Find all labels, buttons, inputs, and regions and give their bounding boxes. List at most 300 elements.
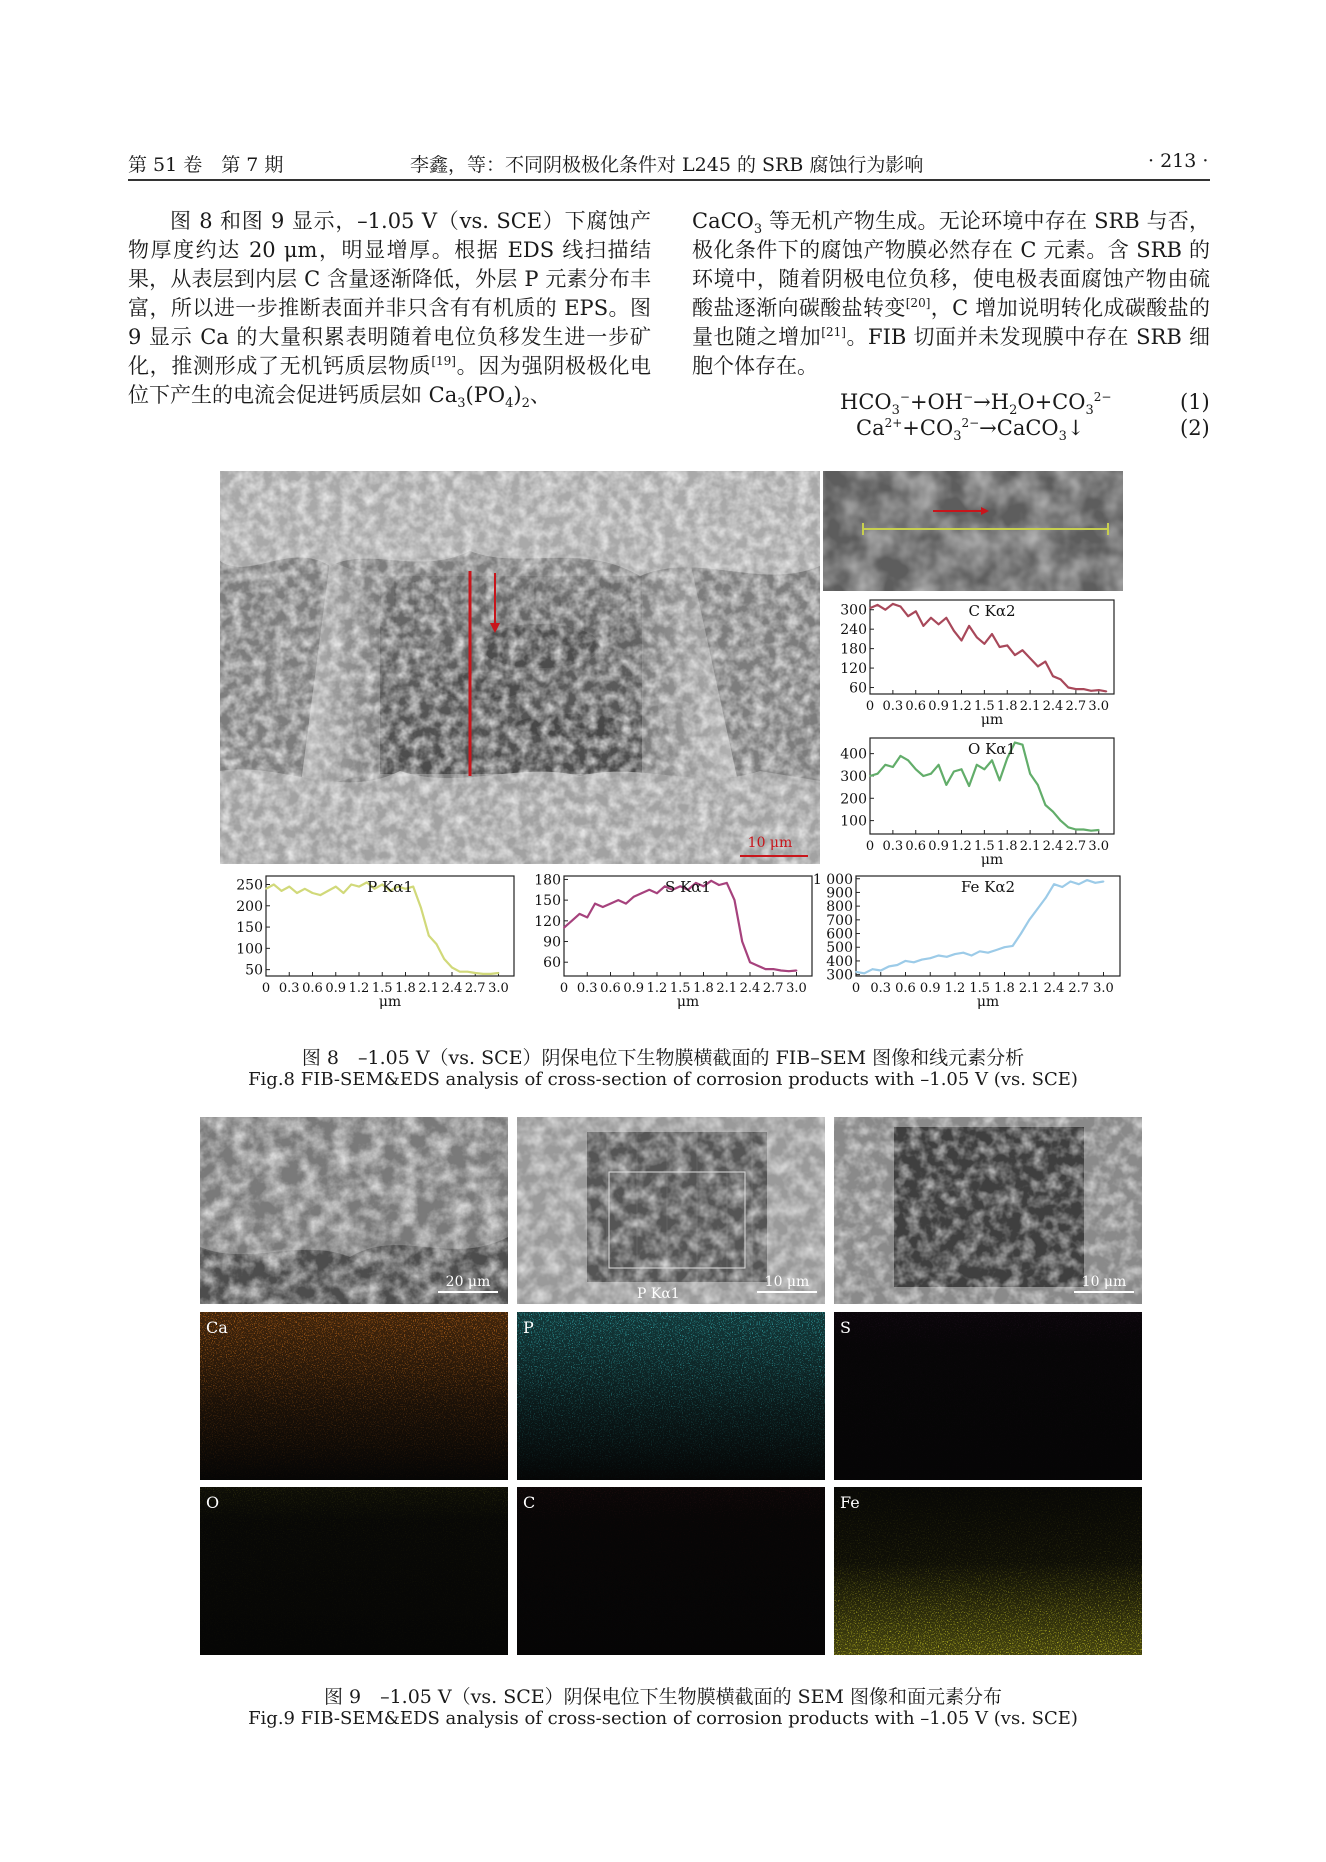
x-tick-label: 2.1 [418,981,440,996]
data-point [1053,883,1055,885]
x-tick-label: 1.8 [693,981,714,996]
article-running-title: 李鑫，等：不同阴极极化条件对 L245 的 SRB 腐蚀行为影响 [410,154,924,176]
left-text-2: 。因为强阴极极化电位下产生的电流会促进钙质层如 Ca [128,354,652,407]
data-point [436,943,438,945]
running-header [0,0,1326,190]
data-point [922,775,924,777]
y-tick-label: 100 [840,813,867,830]
data-point [1086,879,1088,881]
y-tick-label: 150 [534,893,561,910]
map-element-label: Fe [840,1493,860,1512]
left-sub: 4 [505,396,514,412]
x-tick-label: 0 [865,699,875,714]
data-point [312,892,314,894]
x-tick-label: 2.7 [464,981,486,996]
x-tick-label: 2.4 [1042,699,1064,714]
x-tick-label: 3.0 [786,981,807,996]
data-point [1029,657,1031,659]
data-point [1037,666,1039,668]
chart-title: S Kα1 [665,878,711,896]
x-tick-label: 0.3 [882,839,904,854]
map-dots [517,1487,825,1655]
x-tick-label: 0.3 [278,981,300,996]
scale-bar-label: 10 μm [747,835,793,851]
scale-bar-label: 20 μm [445,1274,491,1290]
line-profile-fe [808,872,1124,1010]
data-point [796,970,798,972]
data-point [1067,687,1069,689]
chart-title: O Kα1 [968,740,1016,758]
x-tick-label: 0.3 [576,981,598,996]
x-tick-label: 2.4 [1043,981,1065,996]
body-right-column [692,207,1210,381]
y-tick-label: 100 [236,941,263,958]
x-tick-label: 0.9 [928,839,949,854]
data-point [1070,881,1072,883]
data-point [788,970,790,972]
data-point [648,889,650,891]
data-point [930,773,932,775]
data-point [884,609,886,611]
y-tick-label: 150 [236,920,263,937]
data-point [945,617,947,619]
data-point [991,633,993,635]
data-point [1044,804,1046,806]
data-point [726,882,728,884]
data-point [273,884,275,886]
chart-title: Fe Kα2 [960,878,1016,896]
x-tick-label: 1.5 [974,839,995,854]
data-point [420,907,422,909]
x-tick-label: 1.5 [371,981,393,996]
data-point [1060,679,1062,681]
map-element-label: O [206,1493,220,1512]
x-tick-label: 0.9 [623,981,645,996]
data-point [953,630,955,632]
data-point [983,768,985,770]
x-tick-label: 2.7 [762,981,784,996]
data-point [1103,881,1105,883]
data-point [855,971,857,973]
data-point [968,785,970,787]
data-point [892,603,894,605]
equation-1-body: $HCO_3^-+OH^-\to H_2O+CO_3^{2-}$ [840,390,1112,419]
data-point [1105,691,1107,693]
data-point [999,780,1001,782]
data-point [563,927,565,929]
x-tick-label: 2.4 [1042,839,1064,854]
data-point [459,971,461,973]
data-point [900,606,902,608]
data-point [877,604,879,606]
x-tick-label: 0 [261,981,271,996]
data-point [913,961,915,963]
data-point [999,646,1001,648]
y-tick-label: 300 [826,967,853,984]
data-point [938,955,940,957]
data-point [498,972,500,974]
data-point [1052,811,1054,813]
map-element-label: S [840,1318,851,1337]
x-tick-label: 0.6 [905,699,927,714]
y-tick-label: 200 [840,791,867,808]
x-tick-label: 0.6 [905,839,927,854]
data-point [1075,688,1077,690]
data-point [296,892,298,894]
data-point [594,903,596,905]
x-tick-label: 1.2 [951,699,972,714]
map-dots [200,1312,508,1480]
data-point [1052,675,1054,677]
data-point [1022,649,1024,651]
data-point [718,884,720,886]
data-point [987,952,989,954]
y-tick-label: 900 [826,885,853,902]
x-tick-label: 3.0 [1093,981,1114,996]
data-point [915,768,917,770]
data-point [265,888,267,890]
data-point [991,759,993,761]
data-point [1061,886,1063,888]
x-tick-label: 2.7 [1065,839,1087,854]
data-point [979,950,981,952]
equation-2-body: $Ca^{2+}+CO_3^{2-}\to CaCO_3↓$ [856,416,1085,445]
fib-sem-texture [220,471,820,864]
scale-bar-label: 10 μm [1081,1274,1127,1290]
data-point [358,886,360,888]
data-point [869,607,871,609]
data-point [772,968,774,970]
left-po4: (PO [465,383,506,407]
equation-2-number: (2) [1180,416,1210,440]
x-axis-label: μm [976,994,1000,1010]
sem-image-surface [200,1117,508,1304]
y-tick-label: 500 [826,940,853,957]
x-tick-label: 1.5 [669,981,691,996]
x-tick-label: 0.3 [870,981,892,996]
data-point [602,906,604,908]
data-point [749,961,751,963]
data-point [1098,689,1100,691]
y-tick-label: 700 [826,912,853,929]
data-point [863,972,865,974]
data-point [1044,661,1046,663]
y-tick-label: 400 [840,746,867,763]
data-point [641,892,643,894]
data-point [900,755,902,757]
body-left-column [128,207,651,410]
sem-image-cross-section [517,1117,825,1304]
line-profile-p [218,872,518,1010]
data-point [921,959,923,961]
x-tick-label: 1.2 [646,981,668,996]
data-point [954,953,956,955]
x-tick-label: 2.1 [1018,981,1040,996]
data-point [656,892,658,894]
y-tick-label: 60 [543,955,561,972]
equation-1-number: (1) [1180,390,1210,414]
data-point [1022,744,1024,746]
data-point [343,892,345,894]
right-text-0: CaCO [692,209,754,233]
data-point [1098,829,1100,831]
data-point [1060,820,1062,822]
y-tick-label: 120 [840,661,867,678]
x-tick-label: 3.0 [1088,839,1110,854]
data-point [451,967,453,969]
line-profile-s [516,872,816,1010]
element-map-o [200,1487,508,1655]
x-tick-label: 0 [851,981,861,996]
data-point [1014,654,1016,656]
map-dots [834,1312,1142,1480]
x-axis-label: μm [676,994,700,1010]
y-tick-label: 600 [826,926,853,943]
equation-1 [840,390,1112,419]
y-tick-label: 120 [534,913,561,930]
y-tick-label: 50 [245,962,263,979]
data-point [304,888,306,890]
x-tick-label: 2.7 [1065,699,1087,714]
data-point [938,764,940,766]
data-point [1067,826,1069,828]
right-text-1: 等无机产物生成。无论环境中存在 SRB 与否，极化条件下的腐蚀产物膜必然存在 C 元素。含 SRB 的环境中，随着阴极电位负移，使电极表面腐蚀产物由硫酸盐逐渐向碳酸盐转变 [692,209,1210,320]
data-point [995,949,997,951]
left-paren: ) [513,383,522,407]
y-tick-label: 60 [849,680,867,697]
data-point [765,968,767,970]
element-map-fe [834,1487,1142,1655]
x-tick-label: 3.0 [488,981,509,996]
data-point [1037,784,1039,786]
x-tick-label: 1.8 [395,981,416,996]
chart-title: C Kα2 [968,602,1016,620]
data-point [1012,945,1014,947]
y-tick-label: 200 [236,898,263,915]
x-axis-label: μm [378,994,402,1010]
data-point [1020,933,1022,935]
data-point [938,623,940,625]
data-point [872,968,874,970]
data-point [1006,644,1008,646]
y-tick-label: 250 [236,877,263,894]
page-number: · 213 · [1148,150,1209,172]
data-point [1090,690,1092,692]
data-point [474,972,476,974]
x-tick-label: 0.9 [919,981,941,996]
x-tick-label: 1.2 [944,981,966,996]
x-tick-label: 2.1 [1019,699,1041,714]
scale-bar-label: 10 μm [764,1274,810,1290]
data-point [482,973,484,975]
x-tick-label: 0 [559,981,569,996]
x-tick-label: 0 [865,839,875,854]
data-point [281,890,283,892]
data-point [983,643,985,645]
left-sub: 2 [521,396,530,412]
data-point [930,617,932,619]
data-point [350,884,352,886]
element-map-ca [200,1312,508,1480]
data-point [335,886,337,888]
x-tick-label: 1.8 [996,699,1018,714]
element-map-c [517,1487,825,1655]
left-sub: 3 [457,396,466,412]
y-tick-label: 300 [840,768,867,785]
line-profile-o [822,734,1118,868]
overlay-label: P Kα1 [637,1286,680,1302]
data-point [961,768,963,770]
citation-21[interactable]: [21] [821,325,846,339]
data-point [1083,688,1085,690]
x-tick-label: 0.6 [895,981,916,996]
data-point [610,903,612,905]
data-point [968,625,970,627]
data-point [571,920,573,922]
data-point [1078,883,1080,885]
fib-sem-main-image [220,471,820,864]
data-point [877,773,879,775]
sem-image-fib-trench [834,1117,1142,1304]
data-point [1037,908,1039,910]
data-point [1075,829,1077,831]
data-point [880,970,882,972]
data-point [633,896,635,898]
journal-volume-issue: 第 51 卷 第 7 期 [128,154,284,176]
data-point [288,886,290,888]
header-rule [128,179,1210,181]
paragraph-left [128,207,651,410]
chart-title: P Kα1 [367,878,413,896]
x-tick-label: 0.3 [882,699,904,714]
data-point [467,971,469,973]
figure-9-caption-zh: 图 9 –1.05 V（vs. SCE）阴保电位下生物膜横截面的 SEM 图像和面元素分布 [323,1686,1003,1708]
y-tick-label: 240 [840,622,867,639]
x-tick-label: 2.4 [739,981,761,996]
x-axis-label: μm [980,712,1004,728]
data-point [905,960,907,962]
x-tick-label: 0.9 [325,981,347,996]
x-tick-label: 2.1 [716,981,738,996]
data-point [327,890,329,892]
data-point [428,935,430,937]
element-map-s [834,1312,1142,1480]
data-point [1028,919,1030,921]
y-tick-label: 90 [543,934,561,951]
data-point [945,784,947,786]
y-tick-label: 1 000 [812,872,853,888]
data-point [907,615,909,617]
data-point [953,771,955,773]
data-point [922,625,924,627]
map-dots [517,1312,825,1480]
data-point [1029,773,1031,775]
data-point [907,759,909,761]
data-point [617,899,619,901]
x-axis-label: μm [980,852,1004,868]
x-tick-label: 2.7 [1068,981,1090,996]
y-tick-label: 180 [534,872,561,889]
data-point [1004,946,1006,948]
data-point [319,894,321,896]
data-point [586,916,588,918]
y-tick-label: 300 [840,602,867,619]
x-tick-label: 1.8 [994,981,1015,996]
x-tick-label: 1.5 [974,699,995,714]
inset-texture [823,471,1123,591]
map-element-label: C [523,1493,536,1512]
citation-19[interactable]: [19] [431,354,456,368]
map-dots [834,1487,1142,1655]
right-text-2: ，C 增加说明转化成碳酸盐的量也随之增加 [692,296,1210,349]
data-point [757,965,759,967]
data-point [929,957,931,959]
data-point [1045,897,1047,899]
left-text-1: 图 8 和图 9 显示，–1.05 V（vs. SCE）下腐蚀产物厚度约达 20 μm，明显增厚。根据 EDS 线扫描结果，从表层到内层 C 含量逐渐降低，外层 P 元素分布丰富，所以进一步推断表面并非只含有有机质的 EPS。图 9 显示 Ca 的大量积累表明随着电位负移发生进一步矿化，推测形成了无机钙质层物质 [128,209,651,378]
data-point [971,955,973,957]
data-point [892,766,894,768]
x-tick-label: 2.1 [1019,839,1041,854]
y-tick-label: 400 [826,953,853,970]
data-point [869,775,871,777]
y-tick-label: 180 [840,641,867,658]
map-dots [200,1487,508,1655]
equation-2 [856,416,1085,445]
data-point [579,913,581,915]
data-point [976,764,978,766]
right-sub: 3 [753,222,763,238]
left-end: 、 [529,383,551,407]
x-tick-label: 1.5 [969,981,991,996]
x-tick-label: 3.0 [1088,699,1110,714]
data-point [896,964,898,966]
x-tick-label: 1.2 [348,981,370,996]
data-point [780,970,782,972]
figure-9-caption-en: Fig.9 FIB-SEM&EDS analysis of cross-section of corrosion products with –1.05 V (vs. SCE) [248,1708,1078,1729]
data-point [443,958,445,960]
right-text-3: 。FIB 切面并未发现膜中存在 SRB 细胞个体存在。 [692,325,1211,378]
x-tick-label: 1.2 [951,839,972,854]
figure-8-caption-zh: 图 8 –1.05 V（vs. SCE）阴保电位下生物膜横截面的 FIB–SEM 图像和线元素分析 [301,1047,1025,1069]
data-point [962,952,964,954]
data-point [741,941,743,943]
line-profile-c [822,596,1118,728]
data-point [625,903,627,905]
map-element-label: Ca [206,1318,228,1337]
data-point [976,636,978,638]
y-tick-label: 800 [826,899,853,916]
data-point [888,966,890,968]
data-point [1083,829,1085,831]
data-point [734,899,736,901]
element-map-p [517,1312,825,1480]
data-point [1090,830,1092,832]
citation-20[interactable]: [20] [905,296,931,310]
x-tick-label: 0.6 [302,981,323,996]
paragraph-right [692,207,1210,381]
map-element-label: P [523,1318,534,1337]
data-point [946,956,948,958]
x-tick-label: 0.6 [600,981,621,996]
data-point [961,640,963,642]
data-point [1094,882,1096,884]
figure-8-caption-en: Fig.8 FIB-SEM&EDS analysis of cross-section of corrosion products with –1.05 V (vs. SCE) [248,1069,1078,1090]
x-tick-label: 0.9 [928,699,949,714]
x-tick-label: 2.4 [441,981,463,996]
fib-sem-inset-image [823,471,1123,591]
data-point [490,973,492,975]
x-tick-label: 1.8 [996,839,1018,854]
